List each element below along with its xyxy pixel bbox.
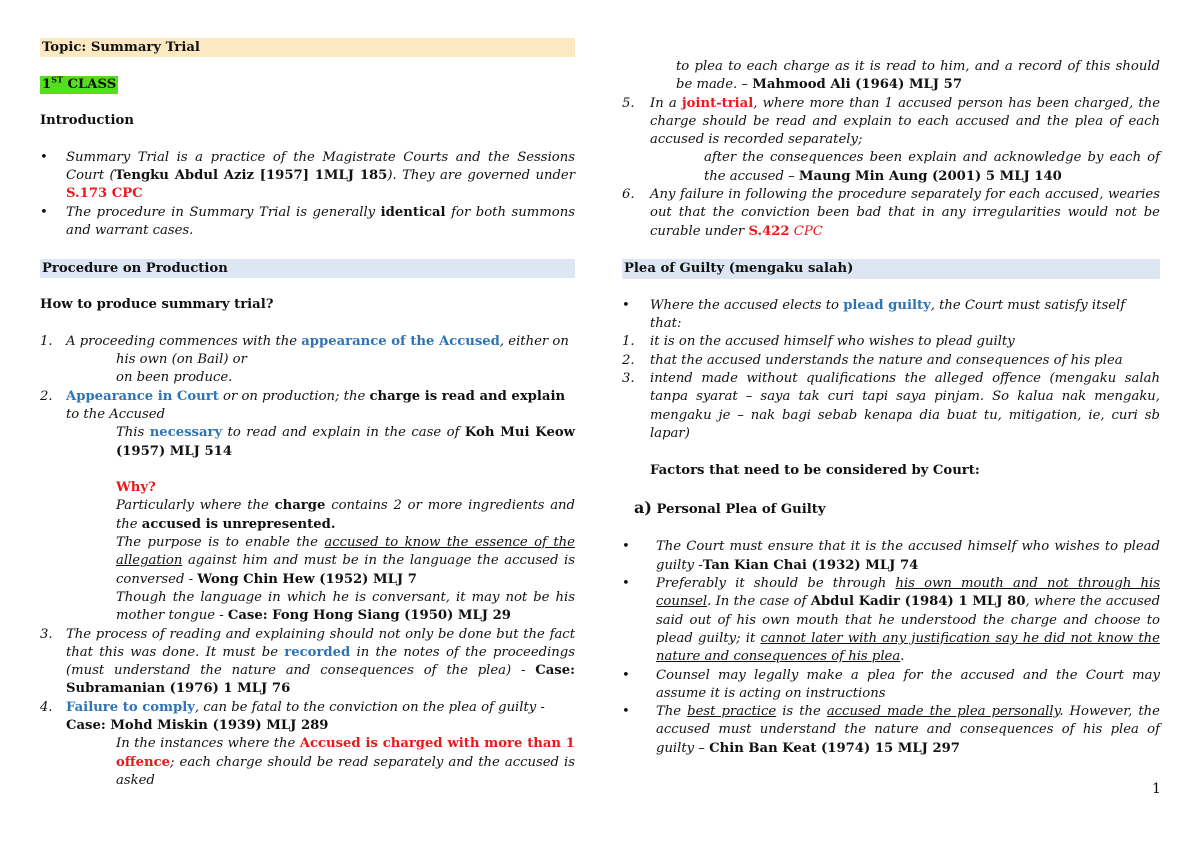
list-item: • Where the accused elects to plead guilty, the Court must satisfy itself that:	[622, 297, 1160, 334]
factors-list	[622, 538, 1160, 758]
continued-text: to plea to each charge as it is read to him, and a record of this should be made. – Mahmood Ali (1964) MLJ 57	[676, 59, 1160, 93]
topic-heading: Topic: Summary Trial	[40, 38, 575, 57]
intro-heading: Introduction	[40, 113, 134, 129]
list-item: 3. intend made without qualifications the alleged offence (mengaku salah tanpa syarat – saya tak curi tapi saya pinjam. So kalua nak mengaku, mengaku je – nak bagi sebab kenapa dia buat tu, mitigation, ie, curi sb lapar)	[622, 371, 1160, 441]
left-column	[40, 38, 575, 790]
plea-intro	[622, 297, 1160, 334]
list-item: 3. The process of reading and explaining should not only be done but the fact that this was done. It must be recorded in the notes of the proceedings (must understand the nature and consequences of the plea) - Case: Subramanian (1976) 1 MLJ 76	[40, 626, 575, 697]
list-item: 2. that the accused understands the nature and consequences of his plea	[622, 352, 1123, 368]
how-heading: How to produce summary trial?	[40, 297, 274, 313]
page-number: 1	[1152, 781, 1161, 797]
procedure-list-continued	[622, 95, 1160, 241]
list-item: 6. Any failure in following the procedure separately for each accused, wearies out that the conviction been bad that in any irregularities would not be curable under S.422 CPC	[622, 187, 1160, 239]
section-a-heading: a) Personal Plea of Guilty	[634, 498, 826, 518]
procedure-list	[40, 333, 575, 790]
factors-heading: Factors that need to be considered by Court:	[650, 462, 980, 478]
list-item: 4. Failure to comply, can be fatal to the conviction on the plea of guilty - Case: Mohd Miskin (1939) MLJ 289 In the instances where the Accused is charged with more than 1 offence; each charge should be read separately and the accused is asked	[40, 699, 575, 788]
plea-heading: Plea of Guilty (mengaku salah)	[622, 259, 1160, 278]
class-label: 1ST CLASS	[40, 76, 575, 94]
list-item: 1. A proceeding commences with the appearance of the Accused, either on his own (on Bail) or on been produce.	[40, 333, 569, 386]
procedure-heading: Procedure on Production	[40, 259, 575, 278]
list-item: • The procedure in Summary Trial is generally identical for both summons and warrant cases.	[40, 204, 575, 241]
list-item: • Counsel may legally make a plea for the accused and the Court may assume it is acting on instructions	[622, 667, 1160, 704]
list-item: • The best practice is the accused made the plea personally. However, the accused must understand the nature and consequences of his plea of guilty – Chin Ban Keat (1974) 15 MLJ 297	[622, 703, 1160, 758]
list-item: • Preferably it should be through his own mouth and not through his counsel. In the case of Abdul Kadir (1984) 1 MLJ 80, where the accused said out of his own mouth that he understood the charge and choose to plead guilty; it cannot later with any justification say he did not know the nature and consequences of his plea.	[622, 575, 1160, 666]
list-item: 2. Appearance in Court or on production; the charge is read and explain to the Accused This necessary to read and explain in the case of Koh Mui Keow (1957) MLJ 514 Why? Particularly where the charge contains 2 or more ingredients and the accused is unrepresented. The purpose is to enable the accused to know the essence of the allegation against him and must be in the language the accused is conversed - Wong Chin Hew (1952) MLJ 7 Though the language in which he is conversant, it may not be his mother tongue - Case: Fong Hong Siang (1950) MLJ 29	[40, 388, 575, 624]
list-item: 5. In a joint-trial, where more than 1 accused person has been charged, the charge should be read and explain to each accused and the plea of each accused is recorded separately; after the consequences been explain and acknowledge by each of the accused – Maung Min Aung (2001) 5 MLJ 140	[622, 95, 1160, 184]
list-item: 1. it is on the accused himself who wishes to plead guilty	[622, 334, 1015, 350]
why-label: Why?	[116, 480, 156, 496]
plea-conditions	[622, 333, 1160, 443]
intro-list	[40, 149, 575, 240]
list-item: • The Court must ensure that it is the accused himself who wishes to plead guilty -Tan Kian Chai (1932) MLJ 74	[622, 538, 1160, 575]
right-column	[622, 58, 1160, 758]
list-item: • Summary Trial is a practice of the Magistrate Courts and the Sessions Court (Tengku Abdul Aziz [1957] 1MLJ 185). They are governed under S.173 CPC	[40, 149, 575, 204]
